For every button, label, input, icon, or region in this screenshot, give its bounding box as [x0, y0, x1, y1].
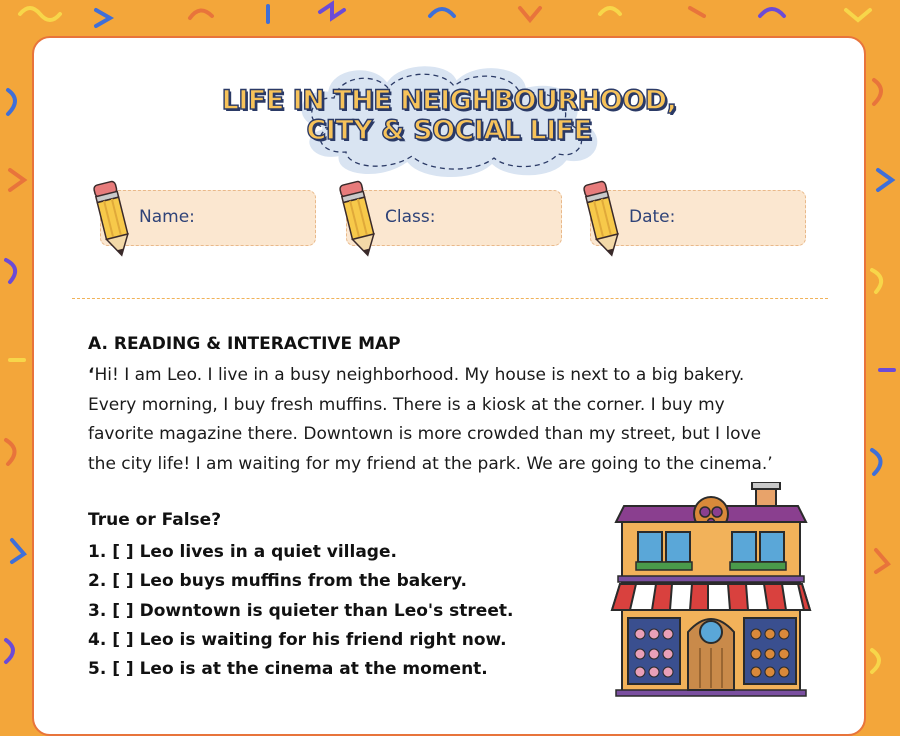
- passage-text: Hi! I am Leo. I live in a busy neighborhood. My house is next to a big bakery. Every morning, I buy fresh muffins. There is a kiosk at the corner. I buy my favorite magazine there. Downtown is more crowded than my street, but I love the city life! I am waiting for my friend at the park. We are going to the cinema.’: [88, 365, 773, 474]
- list-item[interactable]: 3. [ ] Downtown is quieter than Leo's street.: [88, 600, 514, 621]
- section-divider: [72, 298, 828, 299]
- class-label: Class:: [385, 207, 436, 227]
- true-false-heading: True or False?: [88, 510, 222, 530]
- open-quote: ‘: [88, 365, 95, 385]
- pencil-icon: [88, 176, 140, 264]
- name-label: Name:: [139, 207, 195, 227]
- worksheet-title-line1: LIFE IN THE NEIGHBOURHOOD,: [221, 85, 677, 116]
- pencil-icon: [334, 176, 386, 264]
- pencil-icon: [578, 176, 630, 264]
- true-false-list: [88, 538, 513, 684]
- list-item[interactable]: 1. [ ] Leo lives in a quiet village.: [88, 542, 397, 562]
- title-area: [34, 50, 864, 180]
- bakery-shop-illustration: [608, 482, 814, 698]
- date-label: Date:: [629, 207, 676, 227]
- worksheet-title-line2: CITY & SOCIAL LIFE: [306, 115, 592, 146]
- reading-passage: [88, 361, 778, 479]
- section-a-heading: A. READING & INTERACTIVE MAP: [88, 334, 401, 354]
- list-item[interactable]: 5. [ ] Leo is at the cinema at the moment.: [88, 659, 488, 680]
- list-item[interactable]: 2. [ ] Leo buys muffins from the bakery.: [88, 571, 467, 592]
- worksheet-sheet: [32, 36, 866, 736]
- list-item[interactable]: 4. [ ] Leo is waiting for his friend right now.: [88, 629, 507, 650]
